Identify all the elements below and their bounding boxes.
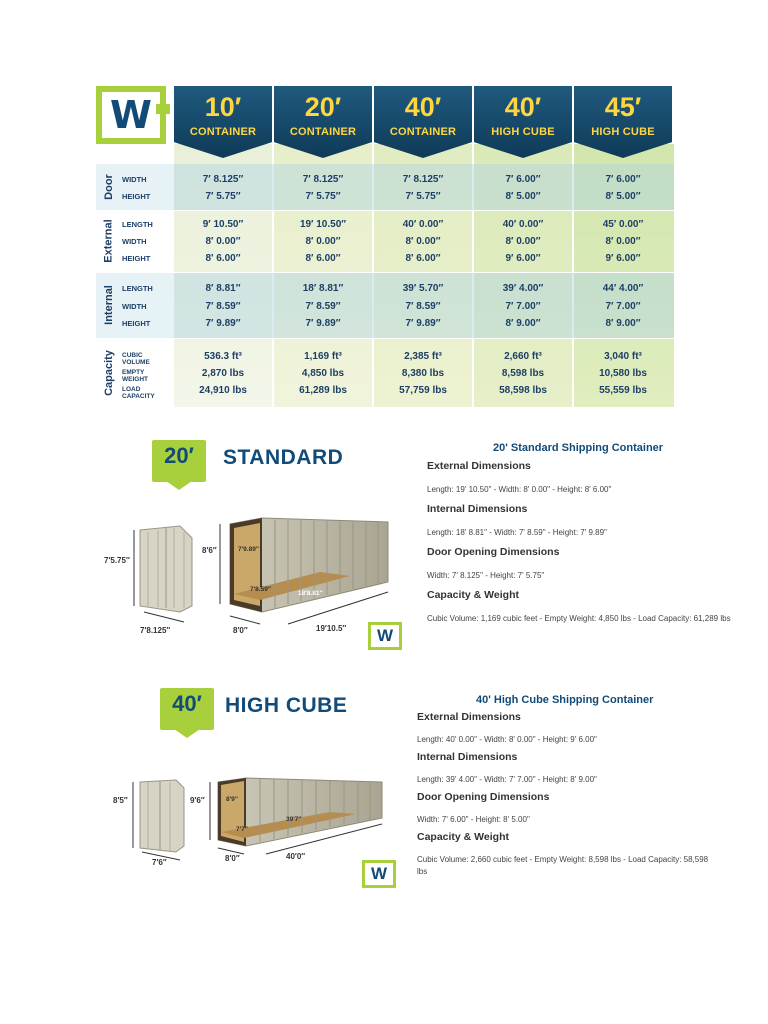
table-cell: 7′ 9.89″ <box>405 318 441 329</box>
section-heading: External Dimensions <box>427 460 531 472</box>
table-cell: 39′ 4.00″ <box>502 283 544 294</box>
container-type-heading: STANDARD <box>223 446 344 469</box>
size-badge: 40′ <box>160 688 214 730</box>
table-cell: 536.3 ft³ <box>204 351 242 362</box>
table-cell: 7′ 8.59″ <box>205 301 241 312</box>
door-width-dim: 7′6″ <box>152 858 167 867</box>
panel-20-standard <box>104 428 736 664</box>
external-height-dim: 8′6″ <box>202 546 217 555</box>
section-heading: Internal Dimensions <box>427 503 528 515</box>
table-cell: 7′ 8.59″ <box>405 301 441 312</box>
panel-title: 40' High Cube Shipping Container <box>476 694 654 706</box>
row-label: WIDTH <box>122 237 147 246</box>
table-cell: 8′ 0.00″ <box>305 236 341 247</box>
brand-logo-small: W <box>362 860 396 888</box>
external-length-dim: 19′10.5″ <box>316 624 347 633</box>
external-width-dim: 8′0″ <box>233 626 248 635</box>
external-height-dim: 9′6″ <box>190 796 205 805</box>
table-cell: 7′ 5.75″ <box>405 191 441 202</box>
group-label-external: External <box>103 219 116 263</box>
table-cell: 8′ 5.00″ <box>605 191 641 202</box>
table-cell: 40′ 0.00″ <box>502 219 544 230</box>
table-cell: 10,580 lbs <box>599 368 647 379</box>
section-text: Length: 19' 10.50" - Width: 8' 0.00" - Height: 8' 6.00" <box>427 485 612 494</box>
table-cell: 55,559 lbs <box>599 385 647 396</box>
section-heading: Door Opening Dimensions <box>417 791 550 803</box>
table-cell: 7′ 8.59″ <box>305 301 341 312</box>
section-heading: Internal Dimensions <box>417 751 518 763</box>
brand-logo <box>96 86 166 144</box>
panel-title: 20' Standard Shipping Container <box>493 442 664 454</box>
group-label-door: Door <box>103 174 116 200</box>
internal-length-dim: 39′7″ <box>286 816 302 823</box>
table-cell: 4,850 lbs <box>301 368 345 379</box>
internal-width-dim: 7′8.59″ <box>250 586 271 593</box>
section-text: Cubic Volume: 2,660 cubic feet - Empty Weight: 8,598 lbs - Load Capacity: 58,598 lbs <box>417 855 709 876</box>
table-cell: 8,598 lbs <box>501 368 545 379</box>
table-cell: 44′ 4.00″ <box>602 283 644 294</box>
table-cell: 61,289 lbs <box>299 385 347 396</box>
table-cell: 7′ 8.125″ <box>402 174 444 185</box>
table-cell: 39′ 5.70″ <box>402 283 444 294</box>
table-cell: 2,660 ft³ <box>504 351 542 362</box>
table-cell: 2,385 ft³ <box>404 351 442 362</box>
section-text: Length: 39' 4.00" - Width: 7' 7.00" - Height: 8' 9.00" <box>417 775 597 784</box>
table-cell: 7′ 7.00″ <box>505 301 541 312</box>
table-cell: 58,598 lbs <box>499 385 547 396</box>
column-header-20-container: 20′ CONTAINER <box>274 86 372 158</box>
section-heading: External Dimensions <box>417 711 521 723</box>
section-text: Length: 40' 0.00" - Width: 8' 0.00" - Height: 9' 6.00" <box>417 735 597 744</box>
row-label: HEIGHT <box>122 319 151 328</box>
row-label: HEIGHT <box>122 192 151 201</box>
table-cell: 7′ 6.00″ <box>505 174 541 185</box>
door-height-dim: 8′5″ <box>113 796 128 805</box>
table-cell: 8′ 0.00″ <box>505 236 541 247</box>
table-cell: 8′ 6.00″ <box>205 253 241 264</box>
column-header-45-high-cube: 45′ HIGH CUBE <box>574 86 672 158</box>
logo-letter: W <box>110 93 152 137</box>
table-cell: 8′ 6.00″ <box>305 253 341 264</box>
external-width-dim: 8′0″ <box>225 854 240 863</box>
table-cell: 7′ 8.125″ <box>302 174 344 185</box>
table-cell: 45′ 0.00″ <box>602 219 644 230</box>
table-cell: 8′ 9.00″ <box>505 318 541 329</box>
group-label-capacity: Capacity <box>103 349 116 396</box>
table-cell: 8,380 lbs <box>401 368 445 379</box>
table-cell: 8′ 0.00″ <box>205 236 241 247</box>
row-label: WIDTH <box>122 302 147 311</box>
row-label: LENGTH <box>122 284 153 293</box>
table-cell: 9′ 6.00″ <box>605 253 641 264</box>
panel-40-high-cube <box>113 678 736 898</box>
table-cell: 8′ 5.00″ <box>505 191 541 202</box>
table-cell: 8′ 6.00″ <box>405 253 441 264</box>
section-heading: Capacity & Weight <box>427 589 519 601</box>
table-cell: 9′ 10.50″ <box>202 219 244 230</box>
internal-length-dim: 18′8.81″ <box>298 590 323 597</box>
table-cell: 1,169 ft³ <box>304 351 342 362</box>
table-cell: 2,870 lbs <box>201 368 245 379</box>
column-header-40-high-cube: 40′ HIGH CUBE <box>474 86 572 158</box>
internal-height-dim: 8′9″ <box>226 796 238 803</box>
section-heading: Capacity & Weight <box>417 831 509 843</box>
container-spec-table <box>96 86 674 407</box>
table-cell: 7′ 7.00″ <box>605 301 641 312</box>
table-cell: 24,910 lbs <box>199 385 247 396</box>
table-cell: 8′ 8.81″ <box>205 283 241 294</box>
section-heading: Door Opening Dimensions <box>427 546 560 558</box>
row-label: CUBIC VOLUME <box>122 352 150 366</box>
row-label: WIDTH <box>122 175 147 184</box>
table-cell: 8′ 9.00″ <box>605 318 641 329</box>
section-text: Width: 7' 6.00" - Height: 8' 5.00" <box>417 815 530 824</box>
table-cell: 7′ 9.89″ <box>205 318 241 329</box>
internal-width-dim: 7′7″ <box>236 826 248 833</box>
table-cell: 57,759 lbs <box>399 385 447 396</box>
internal-height-dim: 7′9.89″ <box>238 546 259 553</box>
section-text: Cubic Volume: 1,169 cubic feet - Empty Weight: 4,850 lbs - Load Capacity: 61,289 lbs <box>427 614 731 623</box>
container-type-heading: HIGH CUBE <box>225 694 348 717</box>
table-cell: 8′ 0.00″ <box>605 236 641 247</box>
table-cell: 7′ 6.00″ <box>605 174 641 185</box>
table-cell: 7′ 8.125″ <box>202 174 244 185</box>
table-cell: 8′ 0.00″ <box>405 236 441 247</box>
table-cell: 3,040 ft³ <box>604 351 642 362</box>
row-label: LENGTH <box>122 220 153 229</box>
external-length-dim: 40′0″ <box>286 852 306 861</box>
brand-logo-small: W <box>368 622 402 650</box>
table-cell: 40′ 0.00″ <box>402 219 444 230</box>
section-text: Width: 7' 8.125" - Height: 7' 5.75" <box>427 571 545 580</box>
table-cell: 9′ 6.00″ <box>505 253 541 264</box>
door-height-dim: 7′5.75″ <box>104 556 130 565</box>
section-text: Length: 18' 8.81" - Width: 7' 8.59" - Height: 7' 9.89" <box>427 528 607 537</box>
row-label: HEIGHT <box>122 254 151 263</box>
column-header-40-container: 40′ CONTAINER <box>374 86 472 158</box>
group-label-internal: Internal <box>103 285 116 325</box>
door-width-dim: 7′8.125″ <box>140 626 171 635</box>
column-header-10-container: 10′ CONTAINER <box>174 86 272 158</box>
size-badge: 20′ <box>152 440 206 482</box>
table-cell: 7′ 9.89″ <box>305 318 341 329</box>
table-cell: 18′ 8.81″ <box>302 283 344 294</box>
container-40-illustration <box>120 774 400 884</box>
row-label: LOAD CAPACITY <box>122 386 155 400</box>
table-cell: 7′ 5.75″ <box>305 191 341 202</box>
table-cell: 7′ 5.75″ <box>205 191 241 202</box>
table-cell: 19′ 10.50″ <box>299 219 347 230</box>
row-label: EMPTY WEIGHT <box>122 369 148 383</box>
